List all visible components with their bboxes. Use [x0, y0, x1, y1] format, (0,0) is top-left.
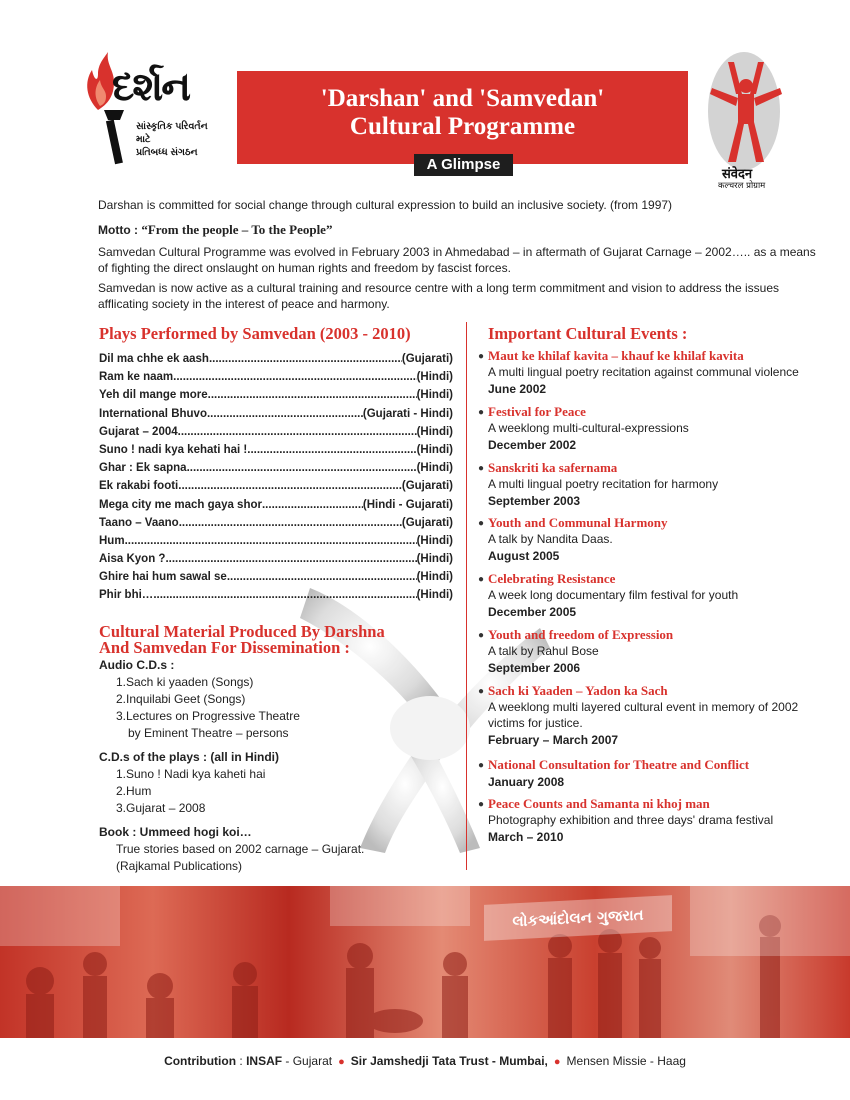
event-description: A weeklong multi layered cultural event in memory of 2002 victims for justice. — [488, 700, 799, 730]
audio-cd-item: 1.Sach ki yaaden (Songs) — [116, 675, 254, 689]
plays-cd-item: 3.Gujarat – 2008 — [116, 801, 206, 815]
event-title: Sach ki Yaaden – Yadon ka Sach — [488, 683, 668, 698]
leader-dots — [247, 441, 416, 459]
play-language: (Hindi) — [416, 389, 453, 402]
play-title: Ghar : Ek sapna — [99, 462, 187, 475]
play-language: (Hindi) — [416, 443, 453, 456]
play-item — [99, 423, 453, 441]
bullet-icon: ● — [338, 1056, 345, 1068]
event-date: September 2003 — [488, 494, 581, 508]
play-language: (Hindi) — [416, 462, 453, 475]
samvedan-subtitle: कल्चरल प्रोग्राम — [718, 181, 766, 191]
event-item — [478, 683, 818, 749]
event-title: Sanskriti ka safernama — [488, 460, 618, 475]
leader-dots — [208, 386, 417, 404]
event-item — [478, 796, 818, 846]
contribution-sep: : — [236, 1054, 247, 1068]
event-date: August 2005 — [488, 549, 560, 563]
event-date: March – 2010 — [488, 830, 564, 844]
play-title: Mega city me mach gaya shor — [99, 498, 262, 511]
play-language: (Gujarati) — [401, 516, 453, 529]
event-description: Photography exhibition and three days' drama festival — [488, 813, 774, 827]
event-title: Maut ke khilaf kavita – khauf ke khilaf kavita — [488, 348, 744, 363]
event-title: Celebrating Resistance — [488, 571, 616, 586]
samvedan-name: संवेदन — [722, 167, 753, 182]
leader-dots — [125, 532, 417, 550]
leader-dots — [178, 477, 402, 495]
leader-dots — [209, 350, 402, 368]
play-title: Gujarat – 2004 — [99, 425, 178, 438]
play-title: Ram ke naam — [99, 371, 174, 384]
play-title: Suno ! nadi kya kehati hai ! — [99, 443, 248, 456]
material-heading: Cultural Material Produced By Darshna And Samvedan For Dissemination : — [99, 622, 385, 657]
org-mensen-missie: Mensen Missie - Haag — [566, 1054, 686, 1068]
book-label: Book : Ummeed hogi koi… — [99, 825, 252, 839]
plays-cds-label: C.D.s of the plays : (all in Hindi) — [99, 750, 280, 764]
bullet-icon: ● — [478, 760, 485, 771]
play-language: (Gujarati) — [401, 353, 453, 365]
event-item — [478, 348, 818, 398]
bullet-icon: ● — [478, 463, 485, 474]
play-item — [99, 477, 453, 495]
collage-silhouettes — [0, 886, 850, 1038]
play-item — [99, 532, 453, 550]
event-date: January 2008 — [488, 775, 565, 789]
title-banner — [237, 71, 688, 164]
org-insaf: INSAF — [246, 1054, 283, 1068]
photo-banner-text: લોકઆંદોલન ગુજરાત — [484, 895, 672, 941]
footer-contribution — [0, 1054, 850, 1068]
motto-label: Motto : — [98, 223, 142, 237]
audio-cd-item: 2.Inquilabi Geet (Songs) — [116, 692, 246, 706]
plays-heading: Plays Performed by Samvedan (2003 - 2010) — [99, 324, 411, 343]
play-title: Phir bhi… — [99, 589, 154, 602]
darshan-wordmark: દર્શન — [112, 64, 189, 110]
play-item — [99, 386, 453, 404]
play-item — [99, 350, 453, 368]
event-date: December 2005 — [488, 605, 577, 619]
human-figure-icon — [706, 58, 786, 164]
leader-dots — [207, 405, 363, 423]
bullet-icon: ● — [478, 407, 485, 418]
play-item — [99, 568, 453, 586]
org-insaf-location: - Gujarat — [282, 1054, 333, 1068]
darshan-tagline: સાંસ્કૃતિક પરિવર્તન માટે પ્રતિબધ્ધ સંગઠન — [136, 121, 208, 158]
plays-cd-item: 1.Suno ! Nadi kya kaheti hai — [116, 767, 266, 781]
play-item — [99, 514, 453, 532]
event-description: A talk by Nandita Daas. — [488, 532, 613, 546]
event-description: A week long documentary film festival for youth — [488, 588, 739, 602]
book-publisher: (Rajkamal Publications) — [116, 859, 243, 873]
play-language: (Hindi) — [416, 553, 453, 566]
audio-cd-item: 3.Lectures on Progressive Theatre — [116, 709, 300, 723]
play-item — [99, 459, 453, 477]
column-divider — [466, 322, 467, 870]
intro-paragraph-1: Darshan is committed for social change through cultural expression to build an inclusive society. (from 1997) — [98, 198, 673, 212]
bullet-icon: ● — [553, 1056, 561, 1068]
event-item — [478, 515, 818, 565]
play-item — [99, 405, 453, 423]
motto-value: “From the people – To the People” — [141, 222, 333, 237]
event-date: September 2006 — [488, 661, 581, 675]
intro-paragraph-3: Samvedan is now active as a cultural training and resource centre with a long term commitment and vision to address the issues afflicating society in the interest of peace and harmony. — [98, 281, 779, 311]
event-title: Youth and freedom of Expression — [488, 627, 674, 642]
play-item — [99, 441, 453, 459]
motto — [98, 222, 818, 238]
play-language: (Hindi) — [416, 371, 453, 384]
event-date: December 2002 — [488, 438, 577, 452]
bullet-icon: ● — [478, 574, 485, 585]
bullet-icon: ● — [478, 351, 485, 362]
leader-dots — [262, 496, 363, 514]
event-item — [478, 627, 818, 677]
play-title: Hum — [99, 534, 125, 547]
event-description: A multi lingual poetry recitation against communal violence — [488, 365, 799, 379]
event-description: A talk by Rahul Bose — [488, 644, 599, 658]
bullet-icon: ● — [478, 799, 485, 810]
play-item — [99, 496, 453, 514]
event-item — [478, 404, 818, 454]
play-title: International Bhuvo — [99, 407, 207, 420]
leader-dots — [153, 586, 416, 604]
event-description: A multi lingual poetry recitation for harmony — [488, 477, 719, 491]
event-title: Youth and Communal Harmony — [488, 515, 668, 530]
org-tata-trust: Sir Jamshedji Tata Trust - Mumbai, — [350, 1054, 548, 1068]
intro-paragraph-2: Samvedan Cultural Programme was evolved in February 2003 in Ahmedabad – in aftermath of Gujarat Carnage – 2002….. as a means of fighting the direct onslaught on human rights and freedom by fascist forces. — [98, 245, 816, 275]
play-title: Yeh dil mange more — [99, 389, 208, 402]
contribution-label: Contribution — [164, 1054, 237, 1068]
play-language: (Hindi) — [416, 534, 453, 547]
leader-dots — [227, 568, 417, 586]
event-date: June 2002 — [488, 382, 547, 396]
torch-handle-icon — [98, 110, 138, 166]
play-title: Taano – Vaano — [99, 516, 179, 529]
play-language: (Hindi) — [416, 425, 453, 438]
play-item — [99, 586, 453, 604]
leader-dots — [187, 459, 417, 477]
event-date: February – March 2007 — [488, 733, 619, 747]
page-title: 'Darshan' and 'Samvedan' Cultural Programme — [320, 85, 605, 140]
audio-cds-label: Audio C.D.s : — [99, 658, 175, 672]
bullet-icon: ● — [478, 686, 485, 697]
glimpse-badge: A Glimpse — [414, 154, 513, 176]
event-title: National Consultation for Theatre and Conflict — [488, 757, 750, 772]
play-language: (Hindi) — [416, 571, 453, 584]
event-title: Peace Counts and Samanta ni khoj man — [488, 796, 710, 811]
play-title: Ek rakabi footi — [99, 480, 179, 493]
plays-cd-item: 2.Hum — [116, 784, 152, 798]
event-title: Festival for Peace — [488, 404, 586, 419]
play-item — [99, 550, 453, 568]
darshan-logo — [84, 52, 224, 167]
play-title: Ghire hai hum sawal se — [99, 571, 227, 584]
leader-dots — [165, 550, 416, 568]
play-language: (Gujarati) — [401, 480, 453, 493]
event-description: A weeklong multi-cultural-expressions — [488, 421, 689, 435]
bullet-icon: ● — [478, 518, 485, 529]
photo-collage — [0, 886, 850, 1038]
book-description: True stories based on 2002 carnage – Gujarat. — [116, 842, 365, 856]
event-item — [478, 757, 818, 791]
plays-list — [99, 350, 453, 605]
events-heading: Important Cultural Events : — [488, 324, 688, 343]
play-title: Dil ma chhe ek aash — [99, 353, 209, 365]
bullet-icon: ● — [478, 630, 485, 641]
event-item — [478, 571, 818, 621]
leader-dots — [178, 423, 417, 441]
play-item — [99, 368, 453, 386]
leader-dots — [173, 368, 416, 386]
play-language: (Hindi - Gujarati) — [362, 498, 453, 511]
leader-dots — [179, 514, 402, 532]
samvedan-logo — [706, 52, 788, 192]
play-language: (Hindi) — [416, 589, 453, 602]
play-title: Aisa Kyon ? — [99, 553, 166, 566]
audio-cd-item-cont: by Eminent Theatre – persons — [128, 726, 289, 740]
play-language: (Gujarati - Hindi) — [362, 407, 453, 420]
event-item — [478, 460, 818, 510]
